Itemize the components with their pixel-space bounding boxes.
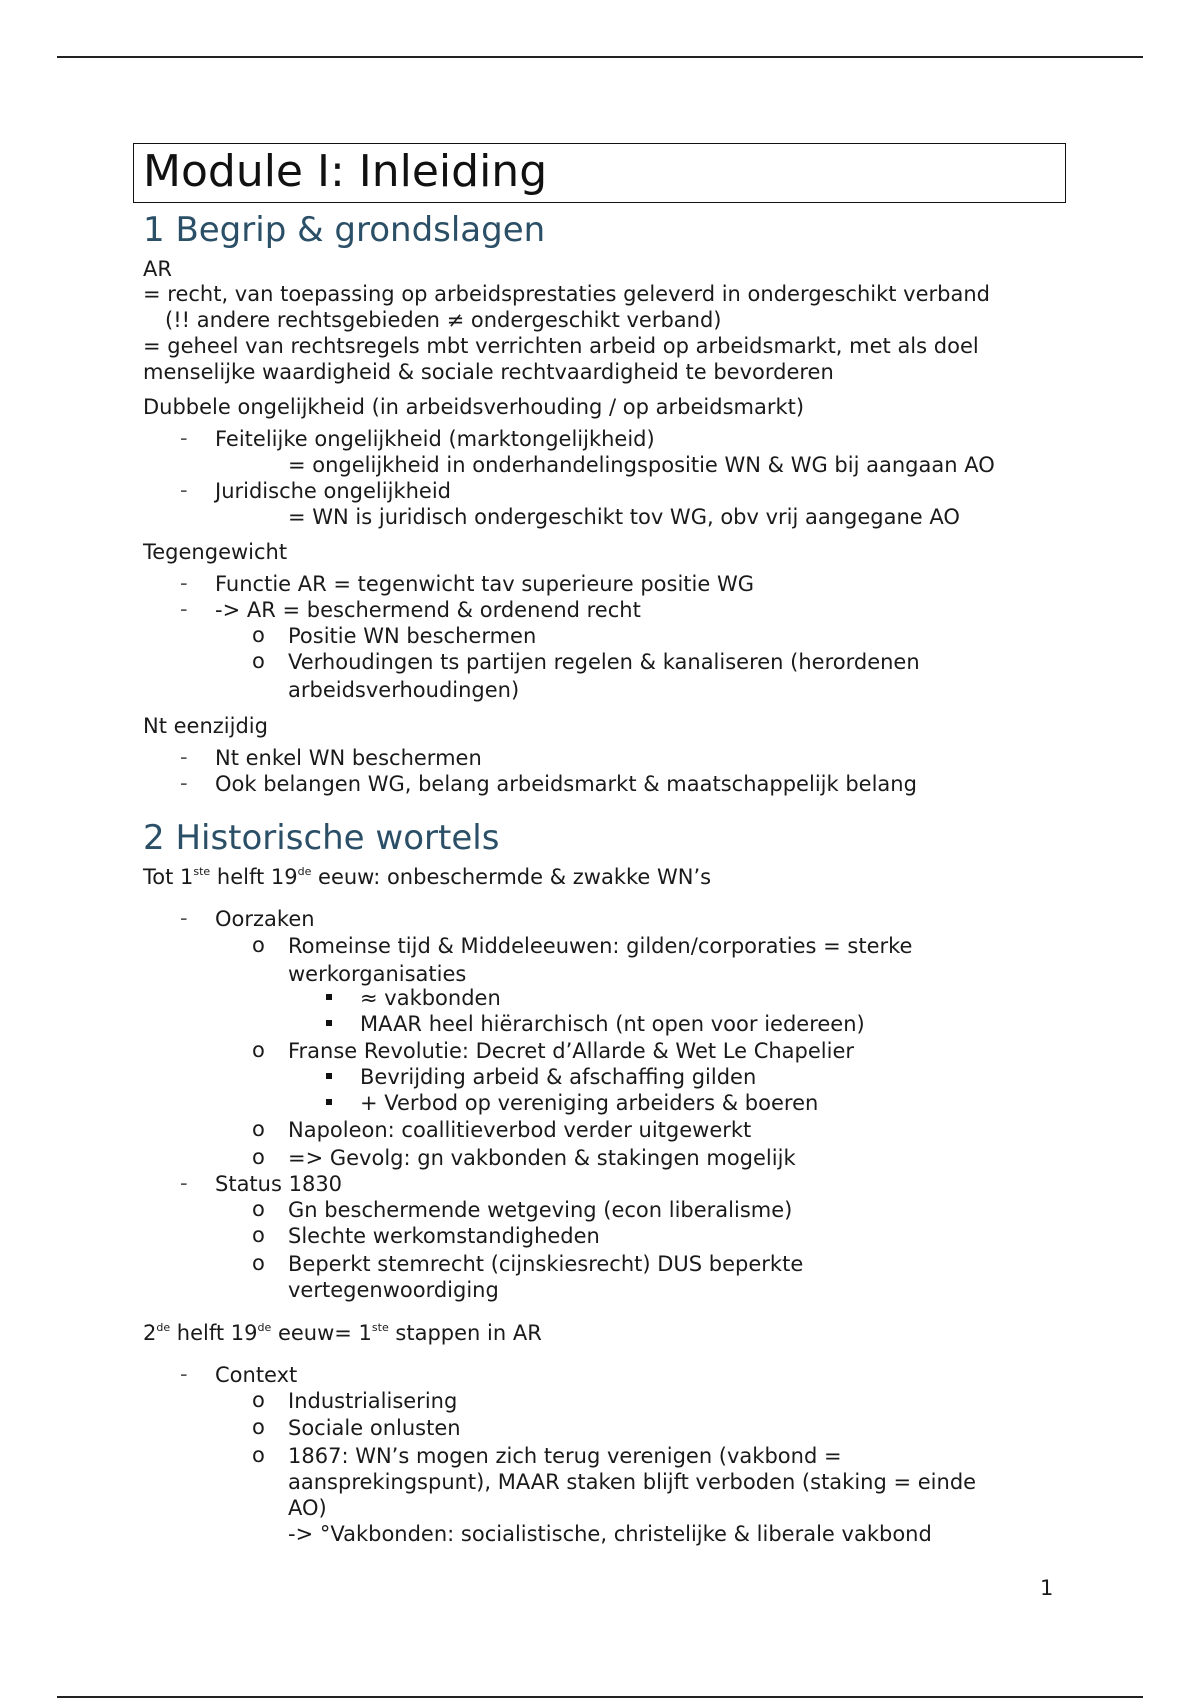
text-tweede-helft: 2de helft 19de eeuw= 1ste stappen in AR [143,1321,542,1345]
list-item: Status 1830 [215,1172,343,1196]
footer-rule [57,1696,1143,1698]
list-item: MAAR heel hiërarchisch (nt open voor iedereen) [360,1012,865,1036]
dash-bullet: - [180,426,188,450]
circle-bullet: o [252,1117,265,1141]
text-nt-eenzijdig: Nt eenzijdig [143,714,268,738]
list-item: Sociale onlusten [288,1416,461,1440]
list-item: Juridische ongelijkheid [215,479,451,503]
list-item: + Verbod op vereniging arbeiders & boeren [360,1091,819,1115]
dash-bullet: - [180,745,188,769]
dash-bullet: - [180,1171,188,1195]
text-dubbele-ongelijkheid: Dubbele ongelijkheid (in arbeidsverhouding / op arbeidsmarkt) [143,395,805,419]
circle-bullet: o [252,1251,265,1275]
circle-bullet: o [252,1223,265,1247]
list-item: aansprekingspunt), MAAR staken blijft verboden (staking = einde [288,1470,977,1494]
list-item: AO) [288,1496,327,1520]
list-item: werkorganisaties [288,962,467,986]
square-bullet-icon [326,1073,332,1079]
list-item: Franse Revolutie: Decret d’Allarde & Wet Le Chapelier [288,1039,855,1063]
list-item: Verhoudingen ts partijen regelen & kanaliseren (herordenen [288,650,920,674]
circle-bullet: o [252,933,265,957]
list-item: Functie AR = tegenwicht tav superieure positie WG [215,572,754,596]
text-definition-1: = recht, van toepassing op arbeidsprestaties geleverd in ondergeschikt verband [143,282,990,306]
list-item: = WN is juridisch ondergeschikt tov WG, obv vrij aangegane AO [288,505,960,529]
list-item: Bevrijding arbeid & afschaffing gilden [360,1065,757,1089]
list-item: => Gevolg: gn vakbonden & stakingen mogelijk [288,1146,796,1170]
header-rule [57,56,1143,58]
list-item: Feitelijke ongelijkheid (marktongelijkheid) [215,427,655,451]
section-heading-begrip: 1 Begrip & grondslagen [143,210,546,250]
list-item: -> °Vakbonden: socialistische, christelijke & liberale vakbond [288,1522,932,1546]
square-bullet-icon [326,994,332,1000]
text-ar: AR [143,257,172,281]
dash-bullet: - [180,771,188,795]
circle-bullet: o [252,1415,265,1439]
text-definition-2b: menselijke waardigheid & sociale rechtvaardigheid te bevorderen [143,360,834,384]
list-item: Positie WN beschermen [288,624,537,648]
list-item: Romeinse tijd & Middeleeuwen: gilden/corporaties = sterke [288,934,913,958]
dash-bullet: - [180,571,188,595]
section-heading-historische-wortels: 2 Historische wortels [143,818,500,858]
list-item: Napoleon: coallitieverbod verder uitgewerkt [288,1118,752,1142]
list-item: arbeidsverhoudingen) [288,678,520,702]
list-item: 1867: WN’s mogen zich terug verenigen (vakbond = [288,1444,842,1468]
list-item: Slechte werkomstandigheden [288,1224,600,1248]
circle-bullet: o [252,649,265,673]
text-tegengewicht: Tegengewicht [143,540,288,564]
list-item: Context [215,1363,298,1387]
circle-bullet: o [252,1443,265,1467]
circle-bullet: o [252,1388,265,1412]
text-tot-helft: Tot 1ste helft 19de eeuw: onbeschermde & zwakke WN’s [143,865,712,889]
text-definition-1-note: (!! andere rechtsgebieden ≠ ondergeschikt verband) [165,308,722,332]
circle-bullet: o [252,1038,265,1062]
dash-bullet: - [180,1362,188,1386]
dash-bullet: - [180,597,188,621]
square-bullet-icon [326,1099,332,1105]
dash-bullet: - [180,906,188,930]
list-item: Oorzaken [215,907,315,931]
list-item: vertegenwoordiging [288,1278,499,1302]
list-item: = ongelijkheid in onderhandelingspositie WN & WG bij aangaan AO [288,453,995,477]
circle-bullet: o [252,1197,265,1221]
list-item: Nt enkel WN beschermen [215,746,482,770]
list-item: Gn beschermende wetgeving (econ liberalisme) [288,1198,793,1222]
module-title: Module I: Inleiding [143,146,548,197]
list-item: -> AR = beschermend & ordenend recht [215,598,641,622]
list-item: ≈ vakbonden [360,986,501,1010]
square-bullet-icon [326,1020,332,1026]
list-item: Beperkt stemrecht (cijnskiesrecht) DUS beperkte [288,1252,804,1276]
circle-bullet: o [252,623,265,647]
text-definition-2a: = geheel van rechtsregels mbt verrichten arbeid op arbeidsmarkt, met als doel [143,334,979,358]
list-item: Ook belangen WG, belang arbeidsmarkt & maatschappelijk belang [215,772,917,796]
list-item: Industrialisering [288,1389,458,1413]
circle-bullet: o [252,1145,265,1169]
dash-bullet: - [180,478,188,502]
page-number: 1 [1040,1576,1054,1600]
